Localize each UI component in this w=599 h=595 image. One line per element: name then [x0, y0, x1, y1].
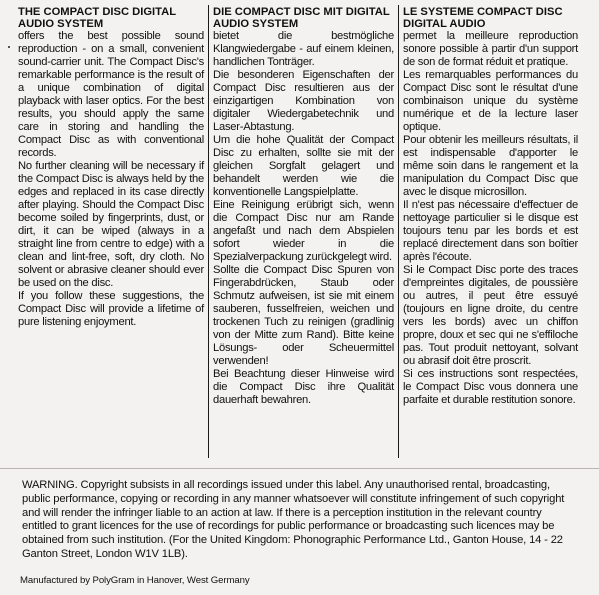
column-heading: DIE COMPACT DISC MIT DIGITAL AUDIO SYSTEM [213, 6, 390, 30]
paragraph: Pour obtenir les meilleurs résultats, il est indispensable d'apporter le même soin dans le rangement et la manipulation du Compact Disc que avec le disque microsillon. [403, 134, 578, 198]
paragraph: Die besonderen Eigenschaften der Compact Disc resultieren aus der einzigartigen Kombination von digitaler Wiedergabetechnik und Laser-Abtastung. [213, 69, 394, 133]
section-divider [0, 468, 599, 469]
column-french [398, 5, 582, 458]
paragraph: No further cleaning will be necessary if the Compact Disc is always held by the edges and replaced in its case directly after playing. Should the Compact Disc become soiled by fingerprints, dust, or dirt, it can be wiped (always in a straight line from centre to edge) with a clean and lint-free, soft, dry cloth. No solvent or abrasive cleaner should ever be used on the disc. [18, 160, 204, 289]
text-columns [18, 5, 582, 458]
paragraph: Um die hohe Qualität der Compact Disc zu erhalten, sollte sie mit der gleichen Sorgfalt gelagert und behandelt werden wie die konventionelle Langspielplatte. [213, 134, 394, 198]
copyright-warning: WARNING. Copyright subsists in all recordings issued under this label. Any unauthorised rental, broadcasting, public performance, copying or recording in any manner whatsoever will constitute infringement of such copyright and will render the infringer liable to an action at law. If there is a perception institution in the relevant country entitled to grant licences for the use of recordings for public performance or broadcasting such licences may be obtained from such institution. (For the United Kingdom: Phonographic Performance Ltd., Ganton House, 14 - 22 Ganton Street, London W1V 1LB). [22, 479, 565, 560]
paragraph: Si le Compact Disc porte des traces d'empreintes digitales, de poussière ou autres, il peut être essuyé (toujours en ligne droite, du centre vers les bords) avec un chiffon propre, doux et sec qui ne s'effiloche pas. Tout produit nettoyant, solvant ou abrasif doit être proscrit. [403, 264, 578, 367]
column-heading: LE SYSTEME COMPACT DISC DIGITAL AUDIO [403, 6, 563, 30]
manufacturer-note: Manufactured by PolyGram in Hanover, West Germany [20, 575, 250, 586]
paragraph: offers the best possible sound reproduction - on a small, convenient sound-carrier unit. The Compact Disc's remarkable performance is the result of a unique combination of digital playback with laser optics. For the best results, you should apply the same care in storing and handling the Compact Disc as with conventional records. [18, 30, 204, 159]
paragraph: Si ces instructions sont respectées, le Compact Disc vous donnera une parfaite et durable restitution sonore. [403, 368, 578, 406]
paragraph: bietet die bestmögliche Klangwiedergabe - auf einem kleinen, handlichen Tonträger. [213, 30, 394, 68]
paragraph: permet la meilleure reproduction sonore possible à partir d'un support de son de format réduit et pratique. [403, 30, 578, 68]
column-heading: THE COMPACT DISC DIGITAL AUDIO SYSTEM [18, 6, 176, 30]
paragraph: If you follow these suggestions, the Compact Disc will provide a lifetime of pure listening enjoyment. [18, 290, 204, 328]
column-german [208, 5, 398, 458]
paragraph: Il n'est pas nécessaire d'effectuer de nettoyage particulier si le disque est toujours tenu par les bords et est replacé directement dans son boîtier après l'écoute. [403, 199, 578, 263]
margin-dot [8, 46, 10, 48]
paragraph: Les remarquables performances du Compact Disc sont le résultat d'une combinaison unique du système numérique et de la lecture laser optique. [403, 69, 578, 133]
paragraph: Eine Reinigung erübrigt sich, wenn die Compact Disc nur am Rande angefaßt und nach dem Abspielen sofort wieder in die Spezialverpackung zurückgelegt wird. [213, 199, 394, 263]
paragraph: Sollte die Compact Disc Spuren von Fingerabdrücken, Staub oder Schmutz aufweisen, ist sie mit einem sauberen, fusselfreien, weichen und trockenen Tuch zu reinigen (gradlinig von der Mitte zum Rand). Bitte keine Lösungs- oder Scheuermittel verwenden! [213, 264, 394, 367]
column-english [18, 5, 208, 458]
paragraph: Bei Beachtung dieser Hinweise wird die Compact Disc ihre Qualität dauerhaft bewahren. [213, 368, 394, 406]
